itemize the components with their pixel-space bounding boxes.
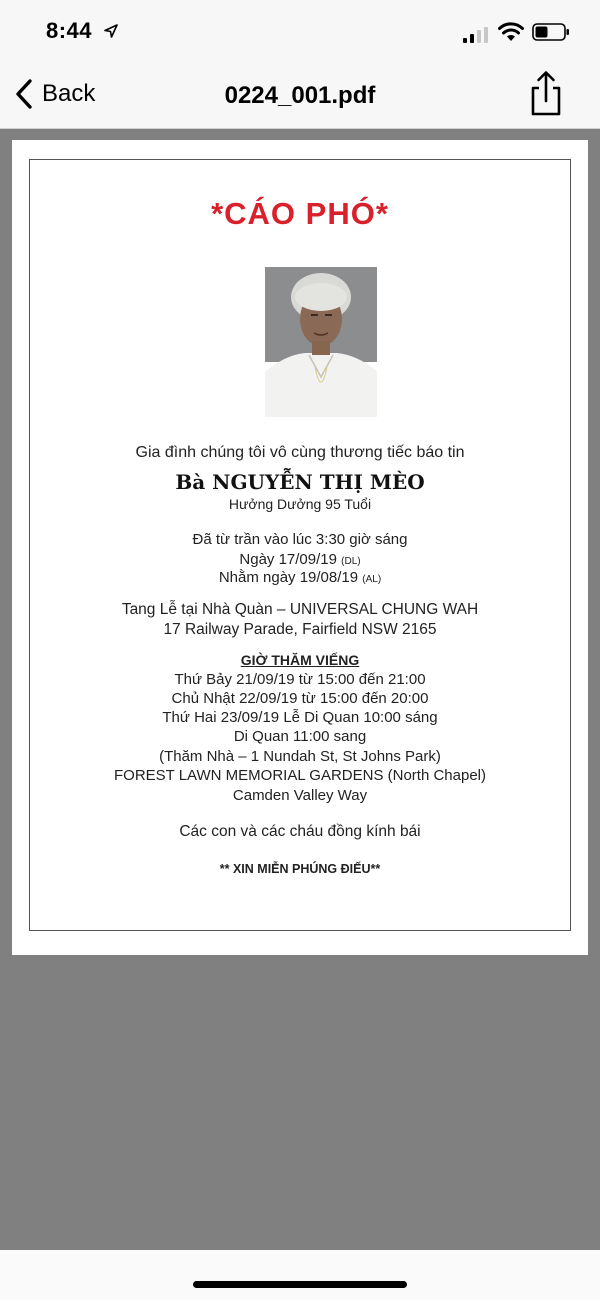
- date-lunar-tag: (AL): [362, 574, 382, 585]
- pdf-page[interactable]: [12, 140, 588, 955]
- nav-bar: [0, 62, 600, 129]
- visiting-line: Chủ Nhật 22/09/19 từ 15:00 đến 20:00: [171, 690, 429, 707]
- location-arrow-icon: [104, 24, 118, 38]
- closing-line: ** XIN MIỄN PHÚNG ĐIẾU**: [219, 862, 381, 876]
- visiting-heading: GIỜ THĂM VIẾNG: [240, 652, 360, 668]
- visiting-line: Thứ Hai 23/09/19 Lễ Di Quan 10:00 sáng: [162, 709, 438, 726]
- home-indicator[interactable]: [193, 1281, 407, 1288]
- date-solar-tag: (DL): [341, 556, 361, 567]
- obituary-heading: *CÁO PHÓ*: [211, 196, 389, 231]
- visiting-line: Camden Valley Way: [232, 787, 368, 804]
- signal-icon: [463, 27, 489, 43]
- intro-text: Gia đình chúng tôi vô cùng thương tiếc báo tin: [135, 444, 465, 461]
- document-title: 0224_001.pdf: [224, 82, 376, 109]
- visiting-line: (Thăm Nhà – 1 Nundah St, St Johns Park): [159, 748, 441, 765]
- funeral-home: Tang Lễ tại Nhà Quàn – UNIVERSAL CHUNG WAH: [121, 601, 479, 618]
- date-lunar-line: [30, 569, 570, 586]
- bottom-bar: [0, 1250, 600, 1300]
- date-solar: Ngày 17/09/19: [239, 551, 337, 568]
- portrait-photo: [265, 267, 377, 417]
- status-time: 8:44: [46, 18, 93, 43]
- portrait-image: [265, 267, 377, 417]
- share-icon[interactable]: [528, 68, 564, 118]
- status-bar: [0, 0, 600, 62]
- family-line: Các con và các cháu đồng kính bái: [179, 823, 421, 840]
- date-solar-line: [30, 551, 570, 568]
- death-time: Đã từ trần vào lúc 3:30 giờ sáng: [192, 531, 408, 548]
- battery-icon: [532, 23, 570, 41]
- visiting-line: Thứ Bảy 21/09/19 từ 15:00 đến 21:00: [174, 671, 426, 688]
- wifi-icon: [498, 22, 524, 42]
- deceased-name: Bà NGUYỄN THỊ MÈO: [175, 470, 425, 494]
- date-lunar: Nhằm ngày 19/08/19: [218, 569, 359, 586]
- age-text: Hưởng Dưởng 95 Tuổi: [228, 496, 372, 512]
- visiting-line: Di Quan 11:00 sang: [233, 728, 367, 745]
- chevron-left-icon: [14, 78, 34, 110]
- visiting-line: FOREST LAWN MEMORIAL GARDENS (North Chapel): [113, 767, 487, 784]
- funeral-address: 17 Railway Parade, Fairfield NSW 2165: [163, 621, 437, 638]
- back-label: Back: [42, 80, 96, 107]
- obituary-frame: [29, 159, 571, 931]
- back-button[interactable]: [14, 76, 95, 112]
